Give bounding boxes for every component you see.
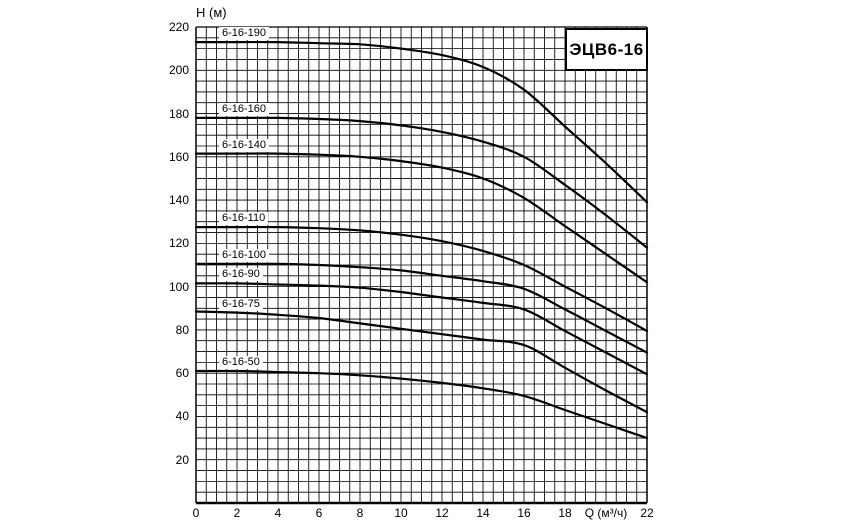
- y-tick-label: 140: [168, 193, 189, 208]
- chart-title: ЭЦВ6-16: [569, 39, 644, 59]
- y-tick-label: 180: [168, 106, 189, 121]
- y-tick-label: 200: [168, 63, 189, 78]
- x-axis-title: Q (м³/ч): [584, 506, 628, 520]
- curve-label-6-16-190: 6-16-190: [219, 27, 269, 40]
- x-tick-label: 0: [192, 506, 200, 520]
- y-tick-label: 160: [168, 149, 189, 164]
- y-tick-label: 20: [175, 452, 189, 467]
- x-tick-label: 8: [356, 506, 364, 520]
- x-tick-label: 2: [233, 506, 241, 520]
- curve-label-6-16-160: 6-16-160: [219, 103, 269, 116]
- y-tick-label: 220: [168, 20, 189, 34]
- x-tick-label: 16: [517, 506, 531, 520]
- x-tick-label: 6: [315, 506, 323, 520]
- x-tick-label: 14: [476, 506, 490, 520]
- x-tick-label: 10: [394, 506, 408, 520]
- curve-label-6-16-140: 6-16-140: [219, 139, 269, 152]
- y-tick-label: 60: [175, 366, 189, 381]
- x-tick-label: 22: [640, 506, 654, 520]
- y-axis-title: Н (м): [196, 5, 227, 20]
- curve-label-6-16-75: 6-16-75: [219, 298, 263, 311]
- curve-label-6-16-110: 6-16-110: [219, 212, 268, 225]
- y-tick-label: 100: [168, 279, 189, 294]
- curve-label-6-16-100: 6-16-100: [219, 249, 269, 262]
- x-tick-label: 18: [558, 506, 572, 520]
- chart-title-box: [565, 28, 648, 71]
- curve-label-6-16-50: 6-16-50: [219, 356, 263, 369]
- y-tick-label: 40: [175, 409, 189, 424]
- curve-label-6-16-90: 6-16-90: [219, 268, 263, 281]
- x-tick-label: 4: [274, 506, 282, 520]
- y-tick-label: 80: [175, 322, 189, 337]
- x-tick-label: 12: [435, 506, 449, 520]
- y-tick-label: 120: [168, 236, 189, 251]
